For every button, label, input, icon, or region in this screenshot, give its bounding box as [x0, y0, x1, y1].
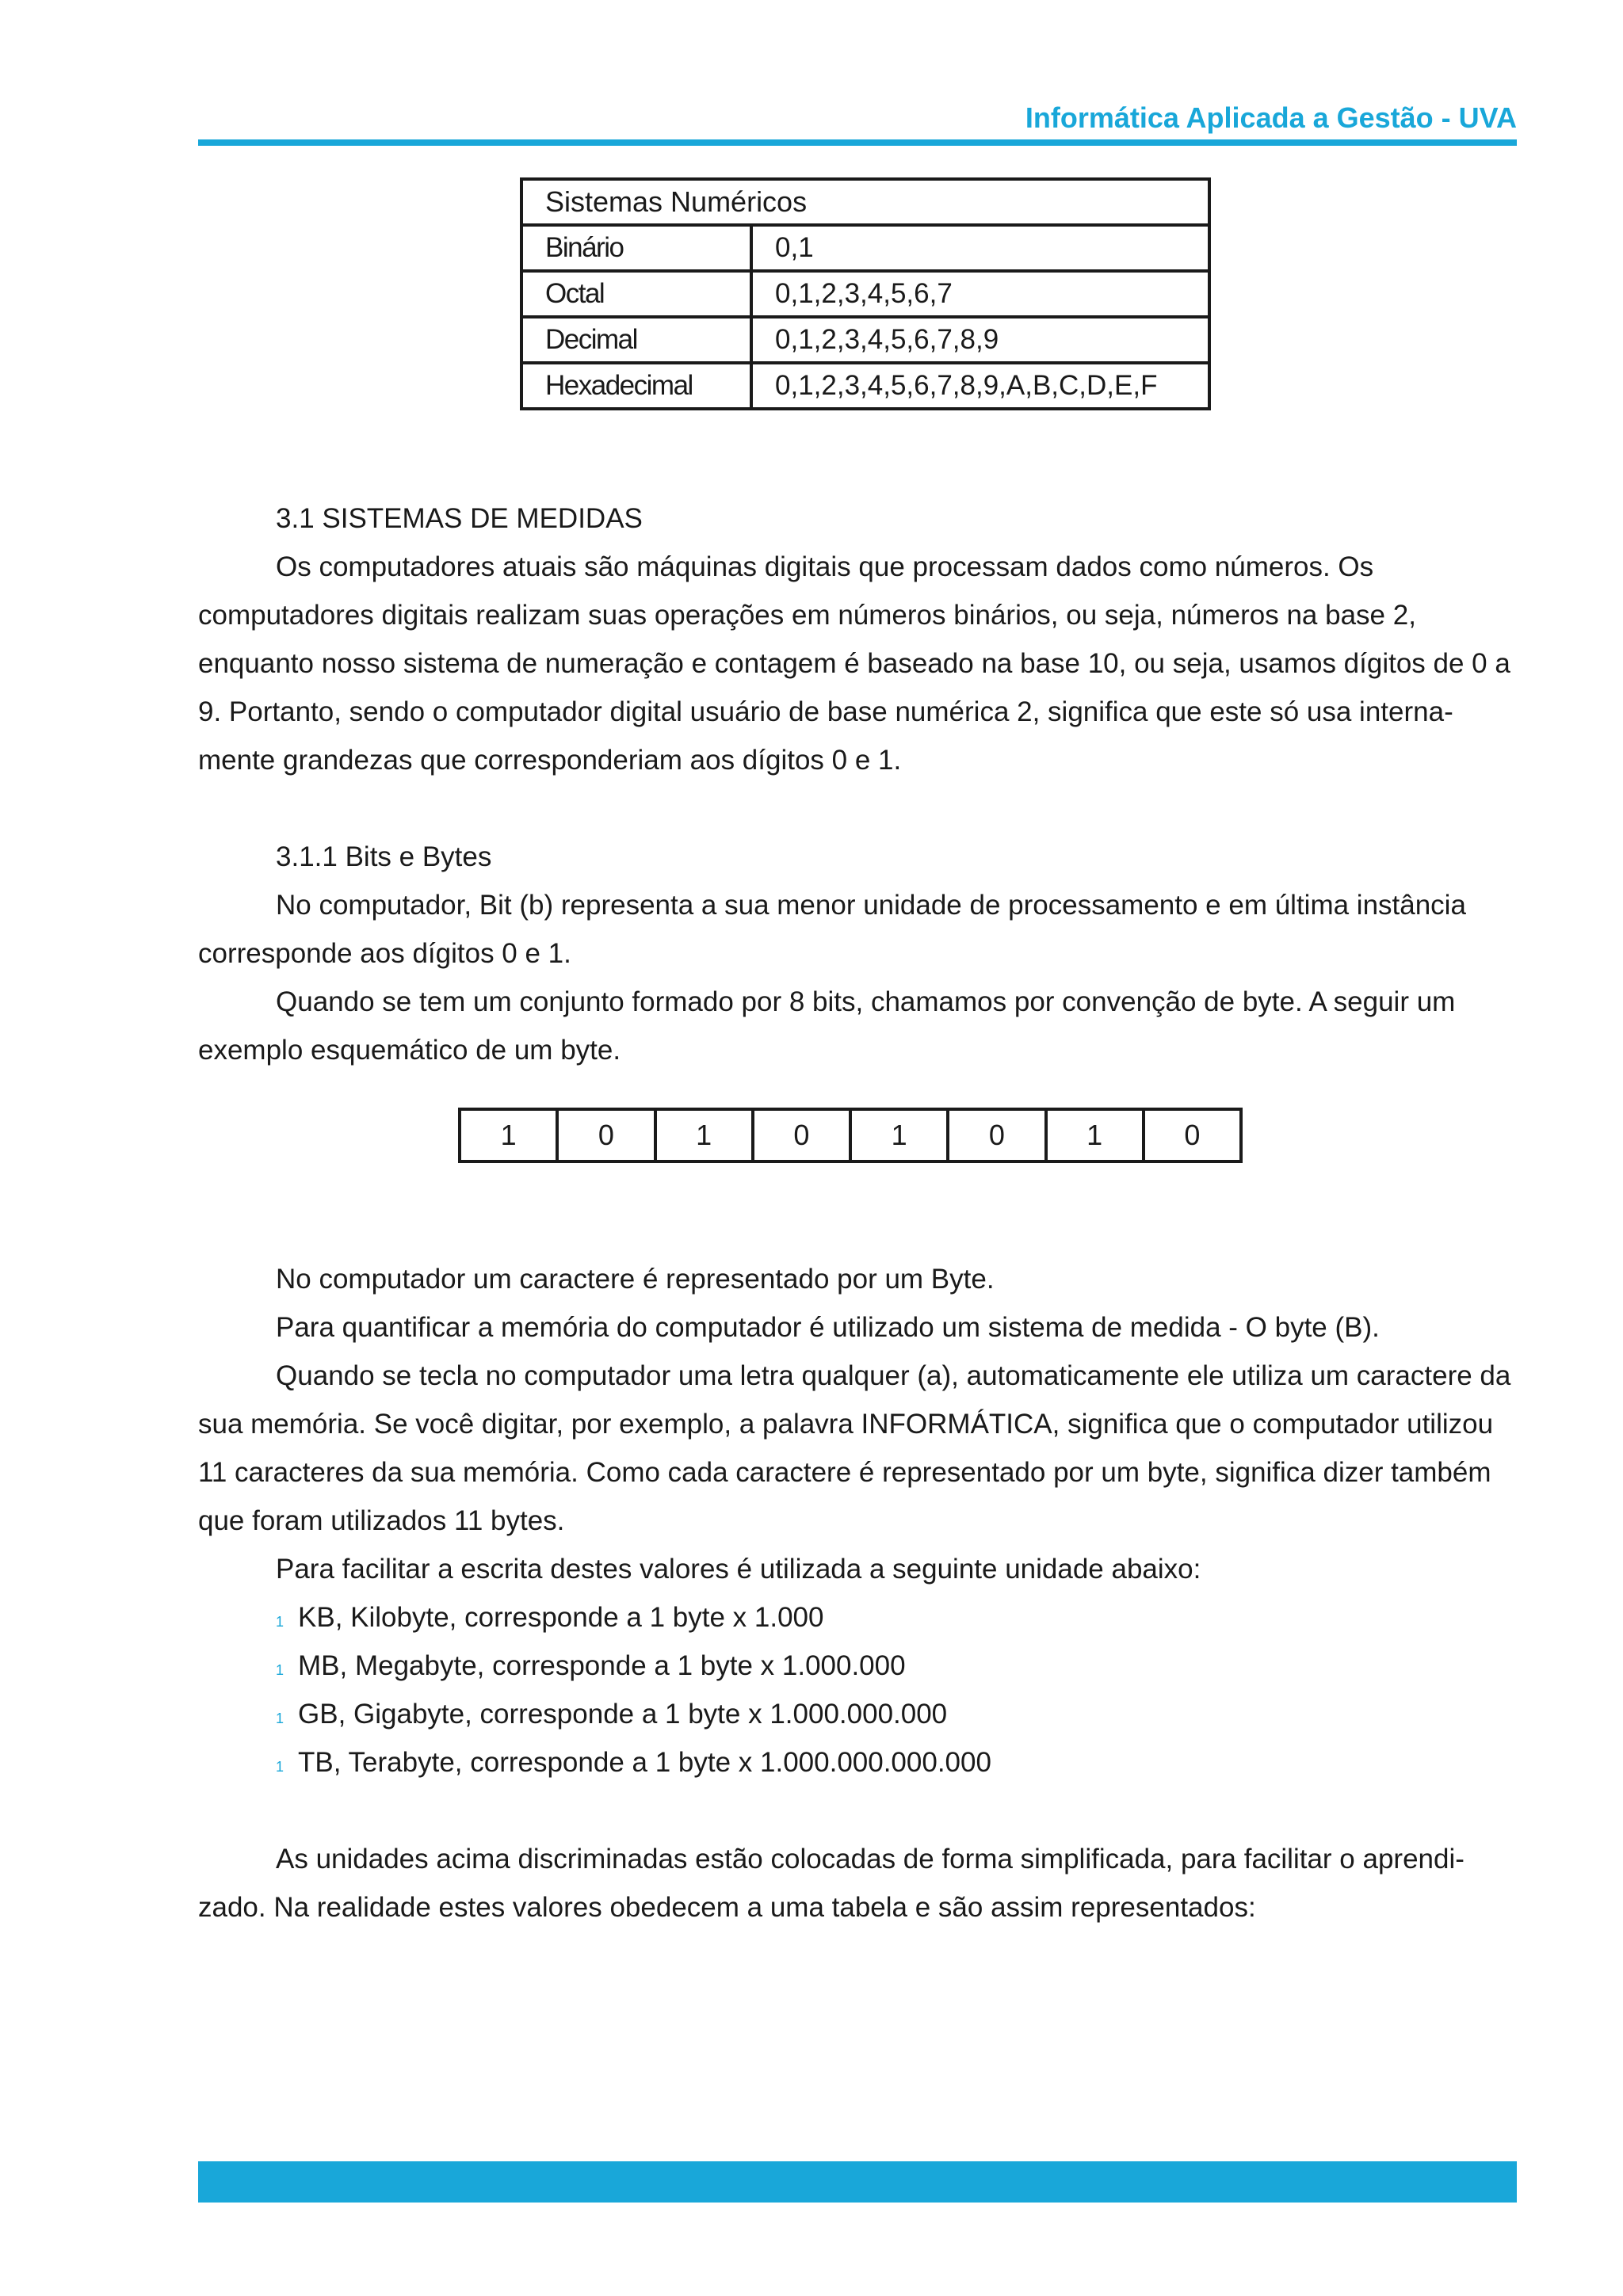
unit-text: MB, Megabyte, corresponde a 1 byte x 1.000.000 [298, 1650, 906, 1681]
bit-cell: 1 [1046, 1109, 1144, 1161]
bullet-marker: 1 [276, 1711, 285, 1726]
bit-cell: 0 [753, 1109, 850, 1161]
table-row [521, 225, 1209, 271]
bit-cell: 1 [655, 1109, 753, 1161]
measure-paragraph: Para quantificar a memória do computador é utilizado um sistema de medida - O byte (B). [276, 1312, 1380, 1343]
bullet-marker: 1 [276, 1662, 285, 1678]
byte-paragraph: Quando se tem um conjunto formado por 8 bits, chamamos por convenção de byte. A seguir um exemplo esquemático de um byte. [198, 986, 1456, 1066]
units-intro-paragraph: Para facilitar a escrita destes valores é utilizada a seguinte unidade abaixo: [276, 1554, 1201, 1585]
character-paragraph: No computador um caractere é representado por um Byte. [276, 1264, 995, 1295]
bit-cell: 1 [850, 1109, 948, 1161]
list-item [276, 1738, 1517, 1787]
bit-cell: 0 [1144, 1109, 1241, 1161]
informatica-paragraph: Quando se tecla no computador uma letra qualquer (a), automaticamente ele utiliza um caractere da sua memória. Se você digitar, por exemplo, a palavra INFORMÁTICA, significa que o computador utilizou 11 caracteres da sua memória. Como cada caractere é representado por um byte, significa dizer também que foram utilizados 11 bytes. [198, 1360, 1511, 1536]
simplification-paragraph: As unidades acima discriminadas estão colocadas de forma simplificada, para facilitar o aprendizado. Na realidade estes valores obedecem a uma tabela e são assim representados: [198, 1844, 1465, 1923]
bullet-marker: 1 [276, 1759, 285, 1775]
unit-text: GB, Gigabyte, corresponde a 1 byte x 1.000.000.000 [298, 1699, 948, 1730]
system-digits: 0,1,2,3,4,5,6,7,8,9 [751, 317, 1209, 363]
system-name: Decimal [521, 317, 751, 363]
list-item [276, 1642, 1517, 1690]
table-row [521, 317, 1209, 363]
byte-row [460, 1109, 1241, 1161]
system-digits: 0,1,2,3,4,5,6,7,8,9,A,B,C,D,E,F [751, 363, 1209, 409]
number-systems-table [520, 177, 1211, 410]
section-paragraph-3-1: Os computadores atuais são máquinas digitais que processam dados como números. Os computadores digitais realizam suas operações em números binários, ou seja, números na base 2, enquanto nosso sistema de numeração e contagem é baseado na base 10, ou seja, usamos dígitos de 0 a 9. Portanto, sendo o computador digital usuário de base numérica 2, significa que este só usa internamente grandezas que corresponderiam aos dígitos 0 e 1. [198, 551, 1510, 776]
bits-paragraph: No computador, Bit (b) representa a sua menor unidade de processamento e em última instância corresponde aos dígitos 0 e 1. [198, 890, 1466, 969]
units-list [198, 1593, 1517, 1787]
section-heading-3-1-1: 3.1.1 Bits e Bytes [276, 841, 492, 872]
list-item [276, 1690, 1517, 1738]
bit-cell: 0 [557, 1109, 655, 1161]
system-name: Octal [521, 271, 751, 317]
unit-text: TB, Terabyte, corresponde a 1 byte x 1.000.000.000.000 [298, 1747, 991, 1778]
page-header-title: Informática Aplicada a Gestão - UVA [1025, 101, 1517, 134]
bit-cell: 0 [948, 1109, 1045, 1161]
system-digits: 0,1,2,3,4,5,6,7 [751, 271, 1209, 317]
header-rule [198, 139, 1517, 146]
bit-cell: 1 [460, 1109, 557, 1161]
table-header-row [521, 179, 1209, 225]
table-title: Sistemas Numéricos [521, 179, 1209, 225]
byte-example-table [458, 1108, 1243, 1163]
list-item [276, 1593, 1517, 1642]
system-digits: 0,1 [751, 225, 1209, 271]
bullet-marker: 1 [276, 1614, 285, 1630]
table-row [521, 363, 1209, 409]
main-text-block [198, 494, 1517, 1074]
footer-bar [198, 2161, 1517, 2203]
unit-text: KB, Kilobyte, corresponde a 1 byte x 1.000 [298, 1602, 824, 1633]
system-name: Hexadecimal [521, 363, 751, 409]
system-name: Binário [521, 225, 751, 271]
table-row [521, 271, 1209, 317]
section-heading-3-1: 3.1 SISTEMAS DE MEDIDAS [276, 503, 643, 534]
lower-text-block [198, 1255, 1517, 1932]
